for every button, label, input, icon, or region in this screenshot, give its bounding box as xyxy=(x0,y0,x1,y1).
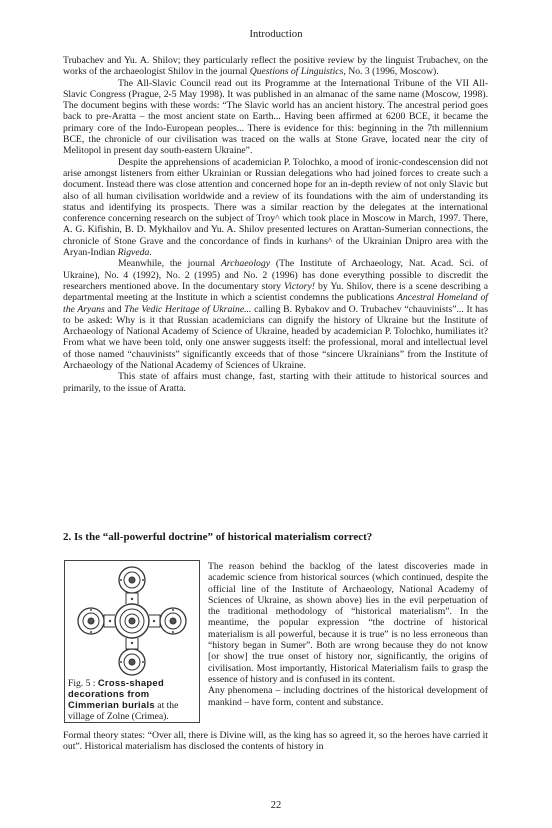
running-header: Introduction xyxy=(249,29,303,40)
main-text xyxy=(63,55,488,394)
paragraph-3: Despite the apprehensions of academician P. Tolochko, a mood of ironic-condescension did not arise amongst listeners from either Ukrainian or Russian delegations who had joined forces to create such a document. Instead there was close attention and concerned hope for an in-depth review of not only Slavic but also of all human civilisation worldwide and a review of its foundations with the aim of understanding its status and identifying its prospects. There was a similar reaction by the delegates at the international conference concerning research on the subject of Troy^ which took place in Moscow in March, 1997. There, A. G. Kifishin, B. D. Mykhailov and Yu. A. Shilov presented lectures on Arattan-Sumerian connections, the chronicle of Stone Grave and the concordance of finds in kurhans^ of the Ukrainian Dnipro area with the Aryan-Indian Rigveda. xyxy=(63,156,488,259)
journal-title: Questions of Linguistics xyxy=(249,66,344,78)
homeland-title: Ancestral Homeland of the Aryans xyxy=(63,292,488,315)
paragraph-1: Trubachev and Yu. A. Shilov; they particularly reflect the positive review by the linguist Trubachev, on the works of the archaeologist Shilov in the journal Questions of Linguistics, No. 3 (1996, Moscow). xyxy=(63,55,488,78)
rigveda-title: Rigveda xyxy=(117,247,150,259)
paragraph-5: This state of affairs must change, fast, starting with their attitude to historical sources and primarily, to the issue of Aratta. xyxy=(63,371,488,394)
page-number: 22 xyxy=(270,800,282,811)
figure-caption: Fig. 5 : Cross-shaped decorations from Cimmerian burials at the village of Zolne (Crimea). xyxy=(68,677,179,722)
vedic-heritage-title: The Vedic Heritage of Ukraine... xyxy=(124,303,252,315)
archaeology-journal-title: Archaeology xyxy=(220,258,271,270)
cross-ornament-illustration xyxy=(72,563,192,677)
section-heading: 2. Is the “all-powerful doctrine” of historical materialism correct? xyxy=(63,531,373,543)
bottom-paragraph: Formal theory states: “Over all, there is Divine will, as the king has so agreed it, so the heroes have carried it out”. Historical materialism has disclosed the contents of history in xyxy=(63,730,488,753)
figure-5 xyxy=(64,560,200,723)
side-paragraph-1: The reason behind the backlog of the latest discoveries made in academic science from historical sources (which continued, despite the official line of the Institute of Archaeology, National Academy of Sciences of Ukraine, as shown above) lies in the evil perpetuation of the traditional methodology of “historical materialism”. In the meantime, the popular expression “the doctrine of historical materialism is all powerful, because it is true” is no less erroneous than “history began in Sumer”. Both are wrong because they do not know [or show] the true onset of history nor, significantly, the origins of civilisation. Most importantly, Historical Materialism fails to grasp the essence of history and is confused in its content. xyxy=(208,561,488,685)
side-paragraph-2: Any phenomena – including doctrines of the historical development of mankind – have form, content and substance. xyxy=(208,685,488,708)
figure-caption-bold: Cross-shaped decorations from Cimmerian burials xyxy=(68,677,164,711)
bottom-text xyxy=(63,730,488,753)
paragraph-2: The All-Slavic Council read out its Programme at the International Tribune of the VII All-Slavic Congress (Prague, 2-5 May 1998). It was published in an almanac of the same name (Moscow, 1998). The document begins with these words: “The Slavic world has an ancient history. The ancestral period goes back to pre-Aratta – the most ancient state on Earth... Having been affirmed at 6200 BCE, it became the primary core of the Indo-European peoples... There is evidence for this: beginning in the 7th millennium BCE, the chronicle of our civilisation was traced on the walls at Stone Grave, located near the city of Melitopol in present day south-eastern Ukraine”. xyxy=(63,77,488,157)
side-text xyxy=(208,561,488,708)
victory-title: Victory! xyxy=(283,280,315,292)
paragraph-4: Meanwhile, the journal Archaeology (The Institute of Archaeology, Nat. Acad. Sci. of Ukraine), No. 4 (1992), No. 2 (1995) and No. 2 (1996) has done everything possible to discredit the researchers mentioned above. In the documentary story Victory! by Yu. Shilov, there is a scene describing a departmental meeting at the Institute in which a scientist condemns the publications Ancestral Homeland of the Aryans and The Vedic Heritage of Ukraine... calling B. Rybakov and O. Trubachev “chauvinists”... It has to be asked: Why is it that Russian academicians can dignify the history of Ukraine but the Institute of Archaeology of National Academy of Science of Ukraine, headed by academician P. Tolochko, humiliates it? From what we have been told, only one answer suggests itself: the professional, moral and intellectual level of those named “chauvinists” significantly exceeds that of those “sincere Ukrainians” from the Institute of Archaeology of the National Academy of Sciences of Ukraine. xyxy=(63,258,488,372)
